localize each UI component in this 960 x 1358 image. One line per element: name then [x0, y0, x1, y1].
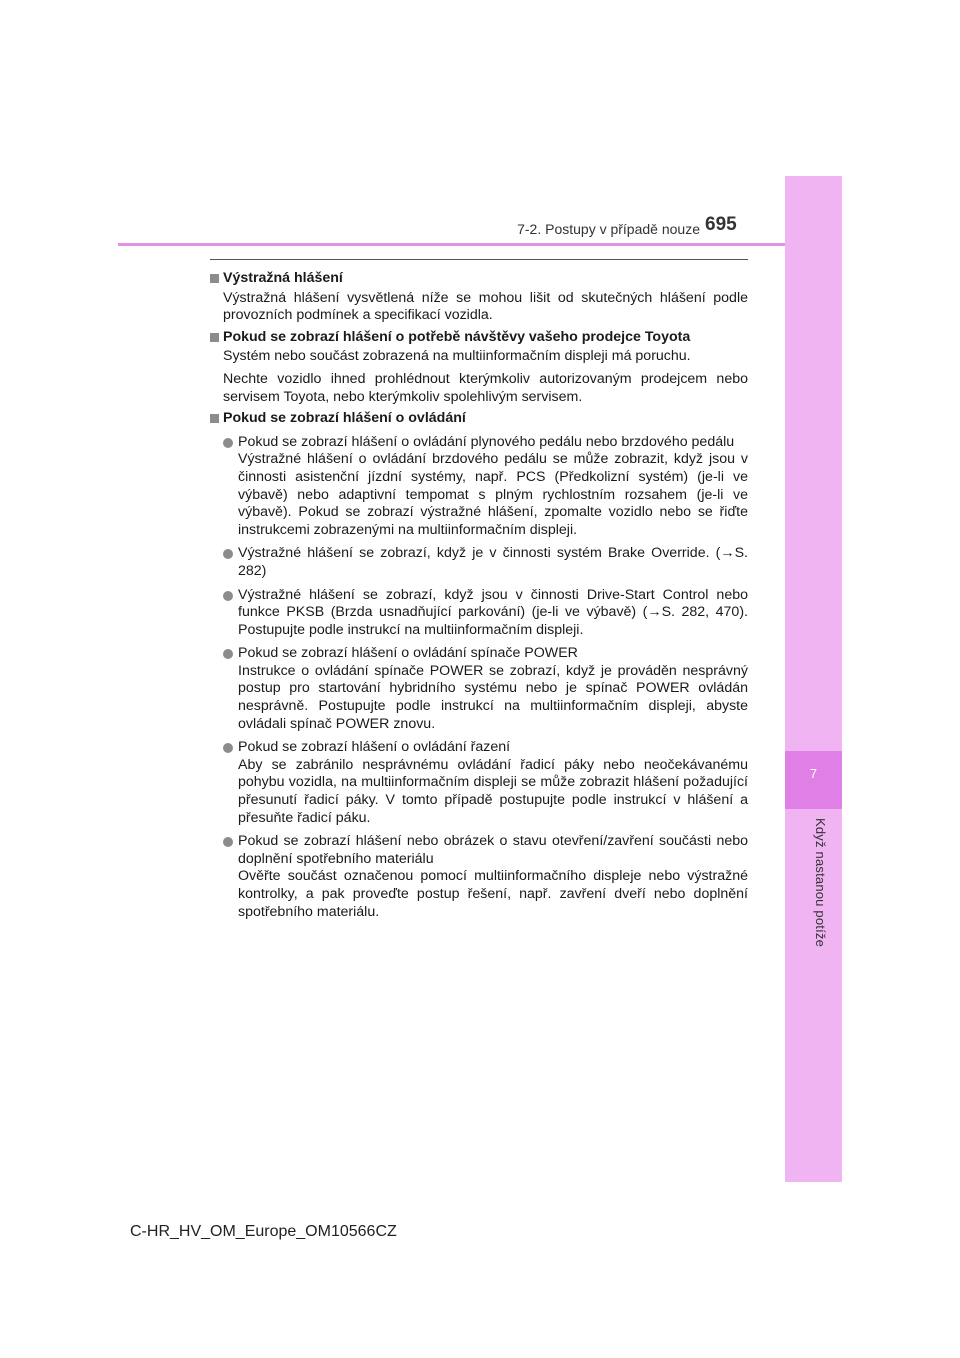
content-divider	[210, 259, 748, 260]
chapter-number: 7	[809, 766, 818, 781]
list-item: Pokud se zobrazí hlášení nebo obrázek o stavu otevření/zavření součásti nebo doplnění spotřebního materiálu Ověřte součást označenou pomocí multiinformačního displeje nebo výstražné kontrolky, a pak proveďte postup řešení, např. zavření dveří nebo doplnění spotřebního materiálu.	[210, 833, 748, 921]
paragraph: Nechte vozidlo ihned prohlédnout kterýmkoliv autorizovaným prodejcem nebo servisem Toyota, nebo kterýmkoliv spolehlivým servisem.	[223, 370, 748, 405]
document-code: C-HR_HV_OM_Europe_OM10566CZ	[130, 1223, 397, 1240]
section-heading: Pokud se zobrazí hlášení o ovládání	[210, 410, 748, 428]
round-bullet-icon	[223, 649, 233, 659]
page-content	[210, 266, 748, 921]
round-bullet-icon	[223, 549, 233, 559]
round-bullet-icon	[223, 743, 233, 753]
list-item: Pokud se zobrazí hlášení o ovládání řazení Aby se zabránilo nesprávnému ovládání řadicí páky nebo neočekávanému pohybu vozidla, na multiinformačním displeji se může zobrazit hlášení požadující přesunutí řadicí páky. V tomto případě postupujte podle instrukcí v hlášení a přesuňte řadicí páku.	[210, 739, 748, 827]
section-title: 7-2. Postupy v případě nouze	[517, 221, 700, 237]
section-heading: Výstražná hlášení	[210, 270, 748, 288]
list-item: Pokud se zobrazí hlášení o ovládání plynového pedálu nebo brzdového pedálu Výstražné hlášení o ovládání brzdového pedálu se může zobrazit, když jsou v činnosti asistenční jízdní systémy, např. PCS (Předkolizní systém) (je-li ve výbavě) nebo adaptivní tempomat s plným rychlostním rozsahem (je-li ve výbavě). Pokud se zobrazí výstražné hlášení, zpomalte vozidlo nebo se řiďte instrukcemi zobrazenými na multiinformačním displeji.	[210, 434, 748, 540]
list-item: Výstražné hlášení se zobrazí, když jsou v činnosti Drive-Start Control nebo funkce PKSB (Brzda usnadňující parkování) (je-li ve výbavě) (→S. 282, 470). Postupujte podle instrukcí na multiinformačním displeji.	[210, 587, 748, 640]
list-item: Pokud se zobrazí hlášení o ovládání spínače POWER Instrukce o ovládání spínače POWER se zobrazí, když je prováděn nesprávný postup pro startování hybridního systému nebo je spínač POWER ovládán nesprávně. Postupujte podle instrukcí na multiinformačním displeji, abyste ovládali spínač POWER znovu.	[210, 645, 748, 733]
chapter-title: Když nastanou potíže	[813, 818, 828, 948]
page-number: 695	[705, 214, 737, 235]
square-bullet-icon	[210, 274, 219, 283]
paragraph: Systém nebo součást zobrazená na multiinformačním displeji má poruchu.	[223, 348, 691, 365]
round-bullet-icon	[223, 837, 233, 847]
round-bullet-icon	[223, 591, 233, 601]
chapter-side-tab	[785, 176, 842, 1182]
list-item: Výstražné hlášení se zobrazí, když je v činnosti systém Brake Override. (→S. 282)	[210, 545, 748, 580]
round-bullet-icon	[223, 438, 233, 448]
header-divider	[118, 243, 785, 246]
square-bullet-icon	[210, 333, 219, 342]
square-bullet-icon	[210, 414, 219, 423]
paragraph: Výstražná hlášení vysvětlená níže se mohou lišit od skutečných hlášení podle provozních podmínek a specifikací vozidla.	[223, 289, 748, 324]
section-heading: Pokud se zobrazí hlášení o potřebě návštěvy vašeho prodejce Toyota	[210, 329, 748, 347]
